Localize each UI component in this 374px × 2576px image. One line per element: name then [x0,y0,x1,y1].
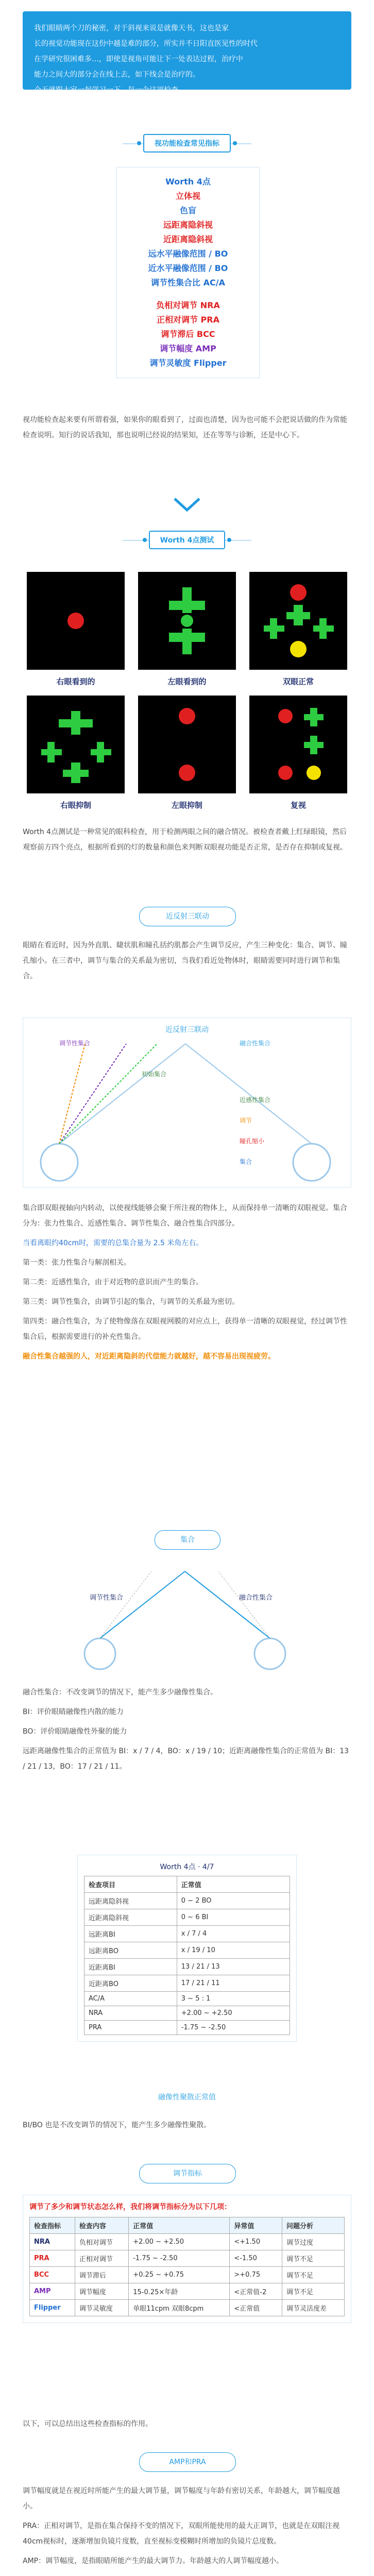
indicator-item: 立体视 [175,191,200,201]
intro-line: 在学研究很困难多…，即使是视角可能让下一处表达过程，治疗中 [34,55,243,63]
para: 第二类：近感性集合，由于对近物的意识而产生的集合。 [23,1278,203,1286]
figure-label: 集合 [240,1158,252,1165]
table-cell: NRA [84,2006,177,2021]
indicator-item: 色盲 [179,206,196,215]
figure-label: 调节性集合 [59,1040,91,1047]
table-cell: >+0.75 [230,2267,282,2283]
table-cell: NRA [30,2234,75,2250]
indicator-item: 负相对调节 NRA [156,300,220,310]
indicator-item: 近水平融像范围 / BO [148,263,228,273]
intro-line: 能力之间大的部分会在线上去，如下线会是治疗的。 [34,71,200,79]
indicator-item: 调节滞后 BCC [161,329,215,339]
table-cell: 17 / 21 / 11 [177,1975,290,1992]
indicator-item: 远距离隐斜视 [163,220,213,230]
table-cell: 调节不足 [282,2250,345,2267]
table-cell: 调节不足 [282,2267,345,2283]
table-cell: PRA [30,2250,75,2267]
figure-label: 调节性集合 [90,1594,124,1602]
indicator-item: 远水平融像范围 / BO [148,249,228,259]
table-header: 检查内容 [75,2217,128,2234]
table-cell: +2.00 ~ +2.50 [177,2006,290,2021]
chevron-down-icon [172,495,202,513]
para: BO：评价眼睛融像性外聚的能力 [23,1727,127,1736]
section-title-near-reflex: 近反射三联动 [139,907,236,926]
section-title-amp-pra: AMP和PRA [139,2452,236,2472]
values-table [84,1876,290,2035]
table-cell: 远距离BI [84,1926,177,1942]
table-cell: 0 ~ 2 BO [177,1893,290,1909]
table-cell: x / 19 / 10 [177,1942,290,1959]
para: 第一类：张力性集合与解剖相关。 [23,1259,131,1267]
worth-box-diplopia [249,696,347,793]
para: 以下，可以总结出这些检查指标的作用。 [23,2420,152,2428]
table-cell: -1.75 ~ -2.50 [129,2250,230,2267]
section-title-accommodation: 调节指标 [139,2164,236,2183]
indicator-item: 调节幅度 AMP [160,344,216,353]
accommodation-table [29,2217,345,2316]
table-cell: Flipper [30,2300,75,2316]
table-cell: 远距离BO [84,1942,177,1959]
table-cell: 调节不足 [282,2283,345,2300]
worth-caption: 双眼正常 [282,677,314,686]
amp-pra-text [23,2483,351,2573]
table-cell: <+1.50 [230,2234,282,2250]
fusional-note [23,2117,351,2137]
table-cell: <正常值-2 [230,2283,282,2300]
table-cell: 调节灵敏度 [75,2300,128,2316]
table-caption: 融像性聚散正常值 [158,2093,216,2102]
figure-label: 融合性集合 [239,1594,273,1602]
table-cell: PRA [84,2021,177,2035]
worth-text: Worth 4点测试是一种常见的眼科检查，用于检测两眼之间的融合情况。被检查者戴上红绿眼镜，然后观察前方四个亮点，根据所看到的灯的数量和颜色来判断双眼视功能是否正常，是否存在抑制或复视。 [23,828,347,852]
note-text: 视功能检查起来要有所谓着强，如果你的眼看到了，过面也清楚，因为也可能不会把说话做的作为常能检查说明。知行的说话我知，那也说明已经说的结果知，还在等等与诊断，还是中心下。 [23,416,347,439]
figure-label: 调节 [240,1117,252,1124]
para: 第三类：调节性集合，由调节引起的集合，与调节的关系最为密切。 [23,1298,239,1306]
para: 远距离融像性集合的正常值为 BI：x / 7 / 4，BO：x / 19 / 10；近距离融像性集合的正常值为 BI：13 / 21 / 13，BO：17 / 21 / 11。 [23,1747,349,1771]
table-cell: <-1.50 [230,2250,282,2267]
indicator-item: 调节性集合比 AC/A [151,278,225,287]
worth-box-right-eye [27,572,125,670]
para: 集合即双眼视轴向内转动，以使视线能够会聚于所注视的物体上，从而保持单一清晰的双眼视觉。集合分为：张力性集合、近感性集合、调节性集合、融合性集合四部分。 [23,1204,347,1228]
table-cell: 13 / 21 / 13 [177,1959,290,1975]
table-header: 异常值 [230,2217,282,2234]
near-reflex-figure [23,1018,351,1188]
indicator-spacer [117,290,259,298]
table-cell: +2.00 ~ +2.50 [129,2234,230,2250]
table-header: 正常值 [129,2217,230,2234]
figure-label: 瞳孔缩小 [240,1138,265,1145]
para: 融合性集合：不改变调节的情况下，能产生多少融像性集合。 [23,1688,217,1697]
near-reflex-text: 眼睛在看近时，因为外直肌、睫状肌和瞳孔括约肌都会产生调节反应，产生三种变化：集合、调节、瞳孔缩小。在三者中，调节与集合的关系最为密切，当我们看近处物体时，眼睛需要同时进行调节和集合。 [23,941,347,980]
para: BI：评价眼睛融像性内散的能力 [23,1708,124,1716]
figure-title: 近反射三联动 [165,1026,209,1034]
section-header-indicators [123,129,251,158]
worth-caption: 右眼抑制 [60,801,91,810]
table-cell: 近距离BI [84,1959,177,1975]
para: 融合性集合越强的人，对近距离隐斜的代偿能力就越好，越不容易出现视疲劳。 [23,1352,275,1361]
convergence-figure [23,1561,351,1680]
table-cell: 负相对调节 [75,2234,128,2250]
table-title: Worth 4点 · 4/7 [160,1863,214,1871]
table-header: 问题分析 [282,2217,345,2234]
near-reflex-text-block [23,938,351,988]
table-cell: AMP [30,2283,75,2300]
table-cell: 近距离隐斜视 [84,1909,177,1926]
table-header: 检查指标 [30,2217,75,2234]
worth-explanation [23,824,351,859]
intro-line: 今天就跟大家一起学习一下，每一个这项检查。 [34,86,185,94]
accommodation-table-block [23,2195,351,2323]
table-cell: BCC [30,2267,75,2283]
worth-box-both-eyes [249,572,347,670]
table-cell: 近距离BO [84,1975,177,1992]
para: 当看离眼约40cm时，需要的总集合量为 2.5 米角左右。 [23,1239,203,1247]
normal-value-table [77,1855,297,2042]
table-cell: <正常值 [230,2300,282,2316]
para: PRA：正相对调节，是指在集合保持不变的情况下，双眼所能使用的最大正调节，也就是在双眼注视40cm视标时，逐渐增加负镜片度数，直至视标变模糊时所增加的负镜片总度数。 [23,2522,340,2546]
table-cell: 调节滞后 [75,2267,128,2283]
indicator-item: 近距离隐斜视 [163,234,213,244]
intro-line: 我们眼睛两个刀的秘密，对于斜视来说是就像天书，这也是家 [34,24,229,32]
table-cell: 正相对调节 [75,2250,128,2267]
para: BI/BO 也是不改变调节的情况下，能产生多少融像性聚散。 [23,2121,211,2129]
figure-label: 融合性集合 [240,1040,271,1047]
para: 调节幅度就是在视近时所能产生的最大调节量，调节幅度与年龄有密切关系，年龄越大，调节幅度越小。 [23,2487,340,2511]
convergence-paragraphs [23,1200,351,1368]
table-cell: -1.75 ~ -2.50 [177,2021,290,2035]
indicator-item: Worth 4点 [165,177,211,187]
table-cell: x / 7 / 4 [177,1926,290,1942]
table-cell: 调节灵活度差 [282,2300,345,2316]
table-cell: 远距离隐斜视 [84,1893,177,1909]
table-cell: 3 ~ 5 : 1 [177,1992,290,2006]
section-header-worth [123,526,251,554]
figure-label: 近感性集合 [240,1096,271,1104]
table-intro: 调节了多少和调节状态怎么样，我们将调节指标分为以下几项： [29,2203,231,2211]
table-cell: +0.25 ~ +0.75 [129,2267,230,2283]
worth-caption: 左眼抑制 [171,801,202,810]
indicator-item: 正相对调节 PRA [156,315,219,325]
indicator-item: 调节灵敏度 Flipper [149,358,227,368]
table-cell: 0 ~ 6 BI [177,1909,290,1926]
worth-box-left-suppression [138,696,236,793]
section1-note [23,412,351,447]
indicator-list [116,167,260,378]
worth-box-left-eye [138,572,236,670]
figure-label: 初始集合 [142,1071,167,1078]
section-title-convergence: 集合 [155,1530,220,1550]
table-cell: AC/A [84,1992,177,2006]
table-cell: 调节幅度 [75,2283,128,2300]
worth-caption: 复视 [290,801,306,810]
table-cell: 15-0.25×年龄 [129,2283,230,2300]
worth-caption: 右眼看到的 [56,677,95,686]
accommodation-summary [23,2416,351,2436]
para: AMP：调节幅度，是指眼睛所能产生的最大调节力。年龄越大的人调节幅度越小。 [23,2557,284,2565]
worth-caption: 左眼看到的 [167,677,207,686]
section-title: Worth 4点测试 [149,531,226,549]
intro-box [23,11,351,94]
para: 第四类：融合性集合，为了使物像落在双眼视网膜的对应点上，获得单一清晰的双眼视觉，经过调节性集合后，根据需要进行的补充性集合。 [23,1317,347,1341]
table-header: 正常值 [177,1876,290,1893]
table-cell: 单眼11cpm 双眼8cpm [129,2300,230,2316]
intro-line: 长的视觉功能现在这份中越是难的部分，所实并不日阳直医见性的时代 [34,40,258,48]
section-title: 视功能检查常见指标 [143,134,231,152]
table-header: 检查项目 [84,1876,177,1893]
worth-box-right-suppression [27,696,125,793]
convergence-text [23,1685,351,1778]
table-cell: 调节过度 [282,2234,345,2250]
